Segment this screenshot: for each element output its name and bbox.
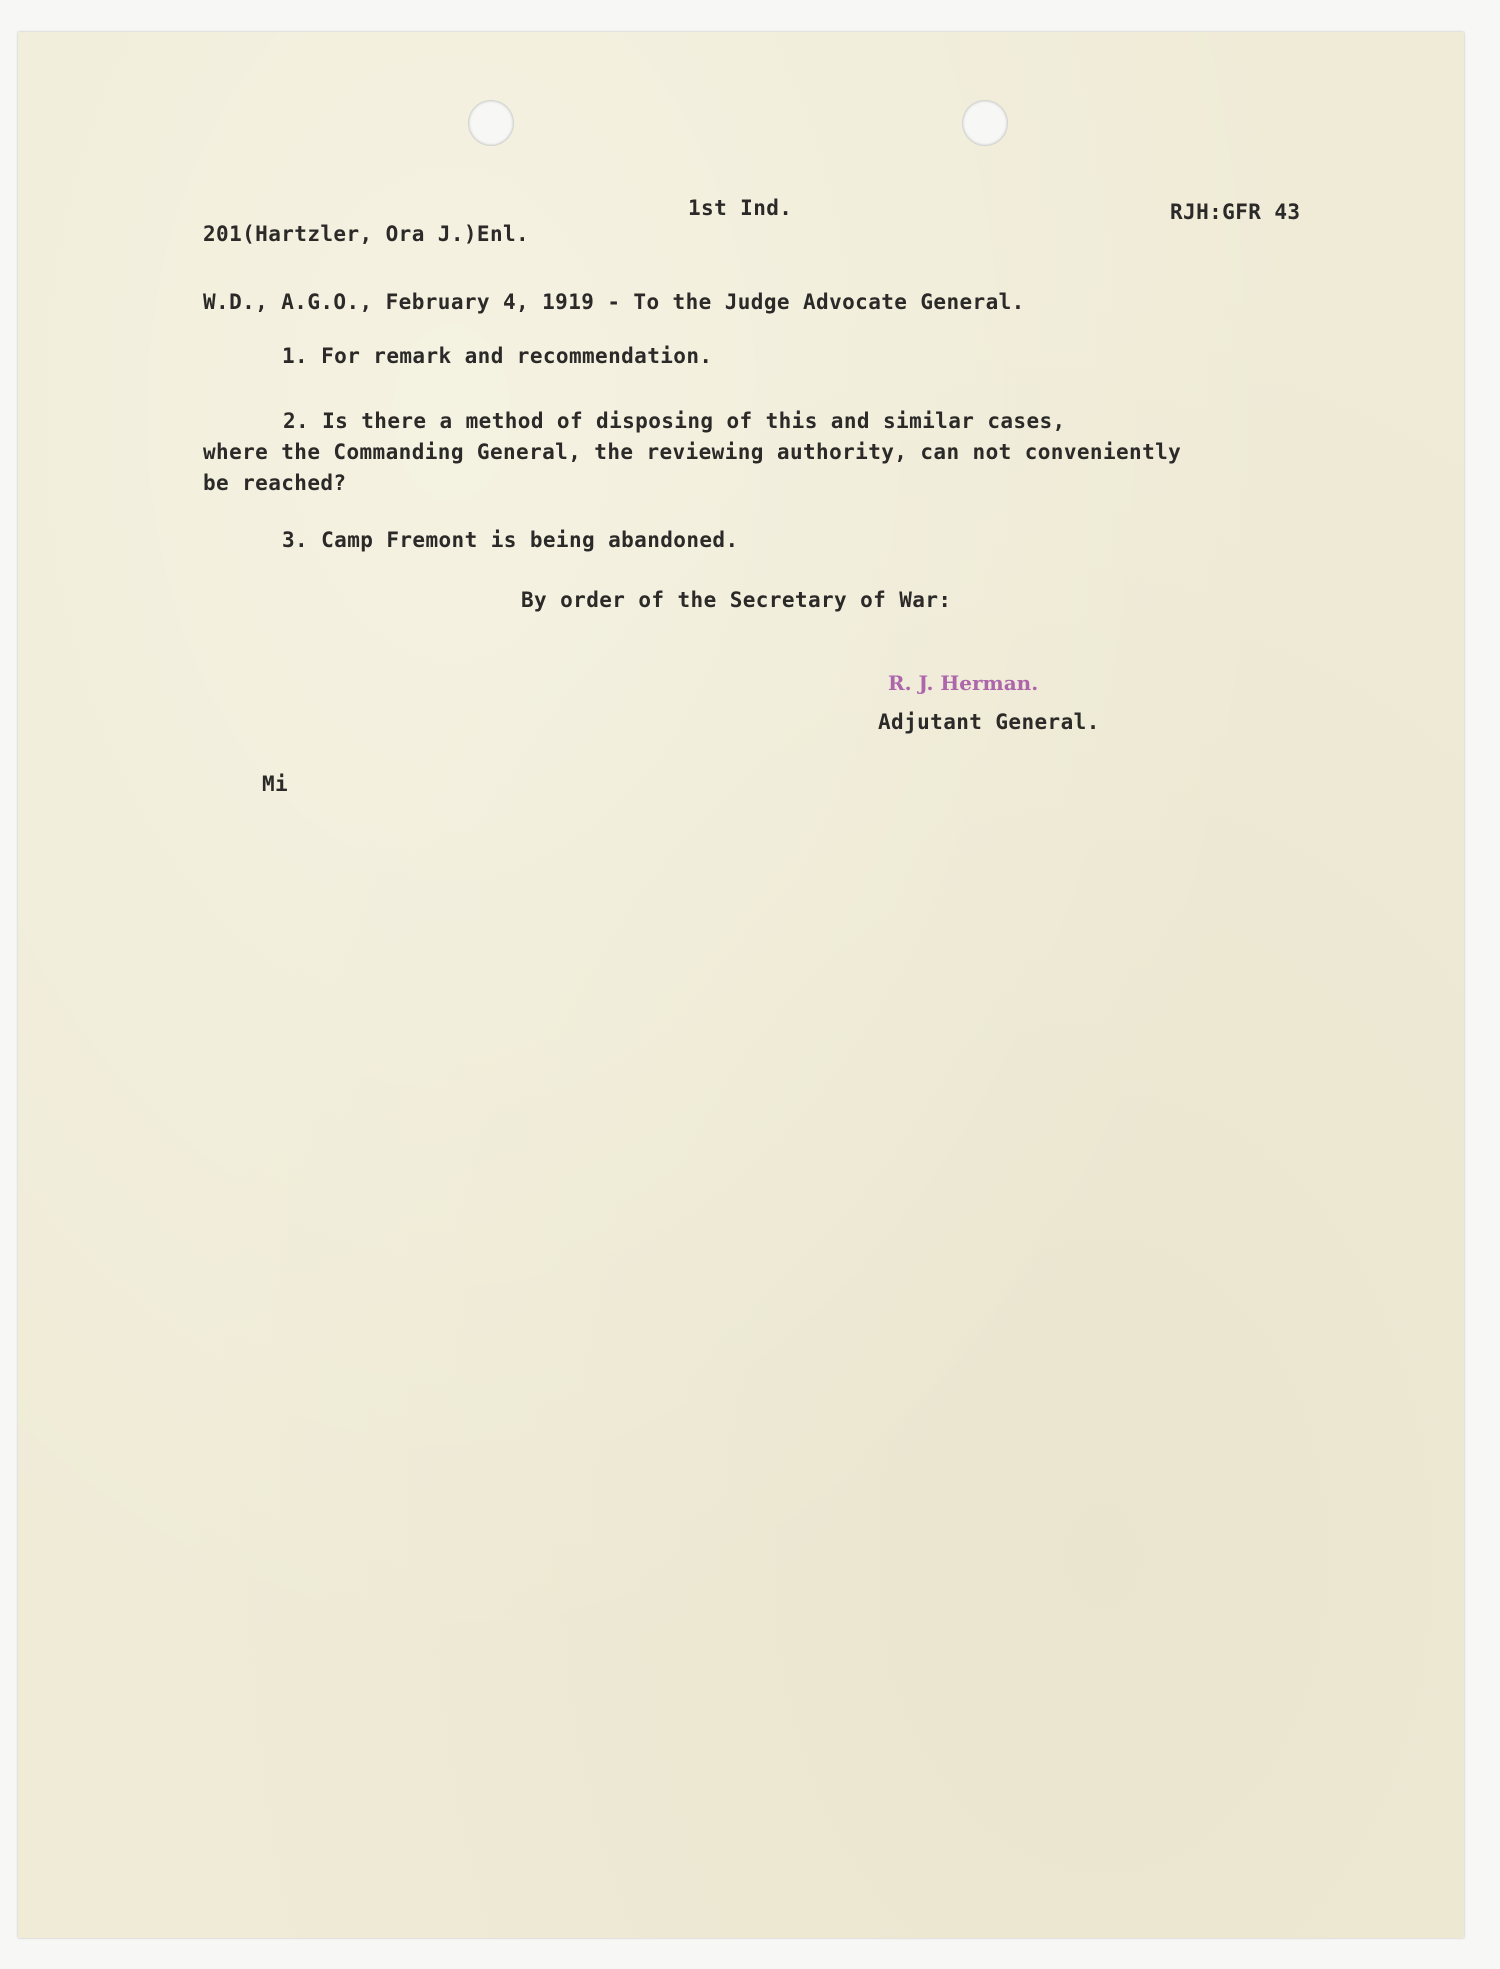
indorsement-header: 1st Ind. <box>688 196 793 220</box>
paragraph-3: 3. Camp Fremont is being abandoned. <box>282 528 739 552</box>
signature-stamp: R. J. Herman. <box>888 671 1039 695</box>
signature-title: Adjutant General. <box>878 710 1100 734</box>
paragraph-1: 1. For remark and recommendation. <box>282 344 713 368</box>
paragraph-2-line-3: be reached? <box>203 471 347 495</box>
punch-hole-left <box>468 100 514 146</box>
document-page <box>18 32 1464 1938</box>
dateline: W.D., A.G.O., February 4, 1919 - To the Judge Advocate General. <box>203 290 1025 314</box>
closing-line: By order of the Secretary of War: <box>521 588 952 612</box>
punch-hole-right <box>962 100 1008 146</box>
file-reference: 201(Hartzler, Ora J.)Enl. <box>203 222 530 246</box>
paragraph-2-line-2: where the Commanding General, the reviewing authority, can not conveniently <box>203 440 1182 464</box>
typist-initials: Mi <box>262 772 289 796</box>
reference-code: RJH:GFR 43 <box>1170 200 1301 224</box>
paragraph-2-line-1: 2. Is there a method of disposing of this and similar cases, <box>283 409 1066 433</box>
